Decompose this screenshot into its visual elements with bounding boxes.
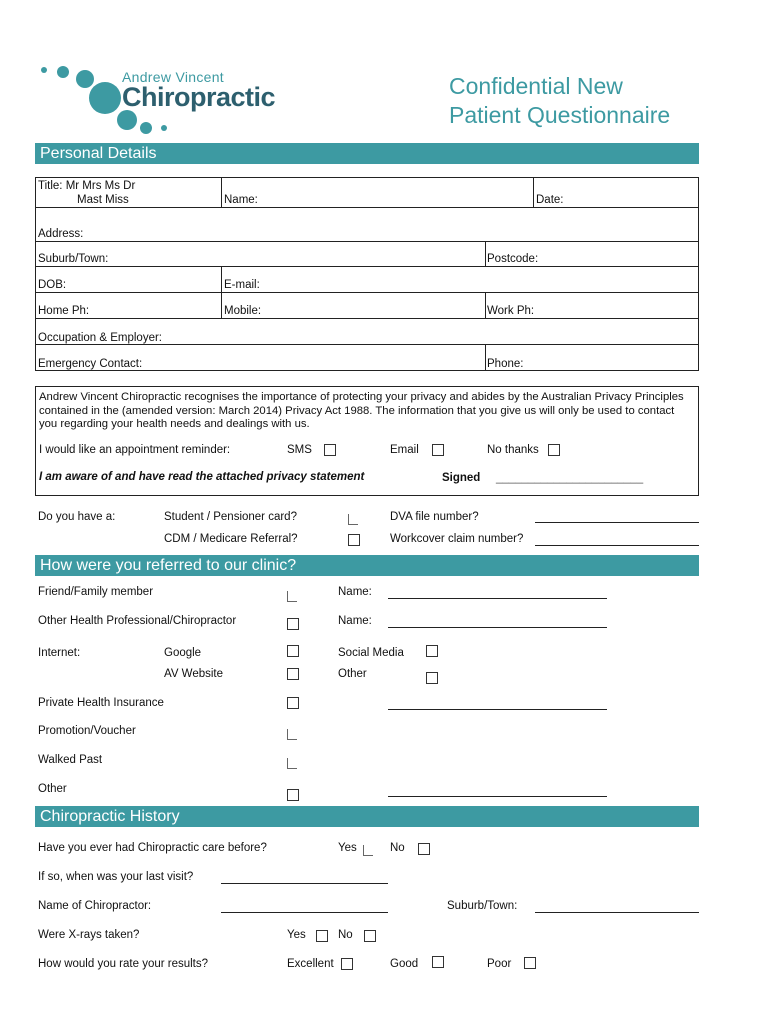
chiropractor-suburb-label: Suburb/Town: <box>447 900 518 912</box>
logo <box>36 60 296 140</box>
av-website-checkbox[interactable] <box>287 668 299 680</box>
other-health-label: Other Health Professional/Chiropractor <box>38 615 237 627</box>
last-visit-input-line[interactable] <box>221 883 388 884</box>
promotion-label: Promotion/Voucher <box>38 725 136 737</box>
promotion-checkbox[interactable] <box>287 729 297 740</box>
friend-name-label: Name: <box>338 586 372 598</box>
sms-label: SMS <box>287 444 312 456</box>
had-care-before-label: Have you ever had Chiropractic care before? <box>38 842 267 854</box>
social-media-checkbox[interactable] <box>426 645 438 657</box>
xrays-label: Were X-rays taken? <box>38 929 140 941</box>
friend-name-input-line[interactable] <box>388 598 607 599</box>
internet-label: Internet: <box>38 647 81 659</box>
friend-family-label: Friend/Family member <box>38 586 154 598</box>
privacy-statement: Andrew Vincent Chiropractic recognises the importance of protecting your privacy and abides by the Australian Privacy Principles contained in the (amended version: March 2014) Privacy Act 1988. The information that you give us will only be used to contact you regarding your health needs and dealings with us. <box>39 391 684 430</box>
cdm-label: CDM / Medicare Referral? <box>164 533 298 545</box>
dva-label: DVA file number? <box>390 511 479 523</box>
title-options-2[interactable]: Mast Miss <box>77 194 129 206</box>
name-field[interactable]: Name: <box>224 194 258 206</box>
section-chiropractic-history: Chiropractic History <box>35 806 699 827</box>
other-referral-checkbox[interactable] <box>287 789 299 801</box>
good-label: Good <box>390 958 419 970</box>
private-health-checkbox[interactable] <box>287 697 299 709</box>
health-name-label: Name: <box>338 615 372 627</box>
xrays-yes-checkbox[interactable] <box>316 930 328 942</box>
suburb-field[interactable]: Suburb/Town: <box>38 253 109 265</box>
section-referral: How were you referred to our clinic? <box>35 555 699 576</box>
good-checkbox[interactable] <box>432 956 444 968</box>
emergency-phone-field[interactable]: Phone: <box>487 358 524 370</box>
page-title-line2: Patient Questionnaire <box>449 102 671 128</box>
xrays-no-label: No <box>338 929 353 941</box>
other-internet-label: Other <box>338 668 367 680</box>
privacy-aware-statement: I am aware of and have read the attached privacy statement <box>39 471 365 483</box>
logo-line1: Andrew Vincent <box>122 69 225 85</box>
sms-checkbox[interactable] <box>324 444 336 456</box>
postcode-field[interactable]: Postcode: <box>487 253 539 265</box>
page-title <box>449 72 670 130</box>
other-referral-input-line[interactable] <box>388 796 607 797</box>
workcover-label: Workcover claim number? <box>390 533 524 545</box>
chiropractor-suburb-input-line[interactable] <box>535 912 699 913</box>
title-options[interactable]: Title: Mr Mrs Ms Dr <box>38 180 136 192</box>
care-no-checkbox[interactable] <box>418 843 430 855</box>
signed-label: Signed <box>442 472 481 484</box>
student-card-label: Student / Pensioner card? <box>164 511 297 523</box>
dva-input-line[interactable] <box>535 522 699 523</box>
emergency-contact-field[interactable]: Emergency Contact: <box>38 358 143 370</box>
private-health-label: Private Health Insurance <box>38 697 164 709</box>
care-no-label: No <box>390 842 405 854</box>
walked-past-checkbox[interactable] <box>287 758 297 769</box>
section-personal-details: Personal Details <box>35 143 699 164</box>
other-health-checkbox[interactable] <box>287 618 299 630</box>
student-card-checkbox[interactable] <box>348 514 358 525</box>
xrays-yes-label: Yes <box>287 929 306 941</box>
excellent-label: Excellent <box>287 958 334 970</box>
av-website-label: AV Website <box>164 668 224 680</box>
google-checkbox[interactable] <box>287 645 299 657</box>
home-phone-field[interactable]: Home Ph: <box>38 305 90 317</box>
poor-checkbox[interactable] <box>524 957 536 969</box>
excellent-checkbox[interactable] <box>341 958 353 970</box>
email-field[interactable]: E-mail: <box>224 279 260 291</box>
poor-label: Poor <box>487 958 512 970</box>
friend-family-checkbox[interactable] <box>287 591 297 602</box>
work-phone-field[interactable]: Work Ph: <box>487 305 535 317</box>
chiropractor-name-label: Name of Chiropractor: <box>38 900 152 912</box>
google-label: Google <box>164 647 202 659</box>
page-title-line1: Confidential New <box>449 73 623 99</box>
xrays-no-checkbox[interactable] <box>364 930 376 942</box>
signature-line[interactable]: _______________________ <box>496 472 644 484</box>
no-thanks-checkbox[interactable] <box>548 444 560 456</box>
email-reminder-label: Email <box>390 444 419 456</box>
chiropractor-name-input-line[interactable] <box>221 912 388 913</box>
cdm-checkbox[interactable] <box>348 534 360 546</box>
occupation-field[interactable]: Occupation & Employer: <box>38 332 163 344</box>
date-field[interactable]: Date: <box>536 194 564 206</box>
mobile-field[interactable]: Mobile: <box>224 305 262 317</box>
privacy-box <box>35 386 699 496</box>
private-health-input-line[interactable] <box>388 709 607 710</box>
health-name-input-line[interactable] <box>388 627 607 628</box>
logo-line2: Chiropractic <box>122 82 276 112</box>
address-field[interactable]: Address: <box>38 228 84 240</box>
social-media-label: Social Media <box>338 647 404 659</box>
email-reminder-checkbox[interactable] <box>432 444 444 456</box>
rate-results-label: How would you rate your results? <box>38 958 209 970</box>
other-referral-label: Other <box>38 783 67 795</box>
last-visit-label: If so, when was your last visit? <box>38 871 194 883</box>
care-yes-checkbox[interactable] <box>363 845 373 856</box>
other-internet-checkbox[interactable] <box>426 672 438 684</box>
workcover-input-line[interactable] <box>535 545 699 546</box>
walked-past-label: Walked Past <box>38 754 103 766</box>
dob-field[interactable]: DOB: <box>38 279 67 291</box>
personal-details-grid <box>35 177 699 371</box>
do-you-have-label: Do you have a: <box>38 511 116 523</box>
no-thanks-label: No thanks <box>487 444 539 456</box>
reminder-label: I would like an appointment reminder: <box>39 444 231 456</box>
care-yes-label: Yes <box>338 842 357 854</box>
